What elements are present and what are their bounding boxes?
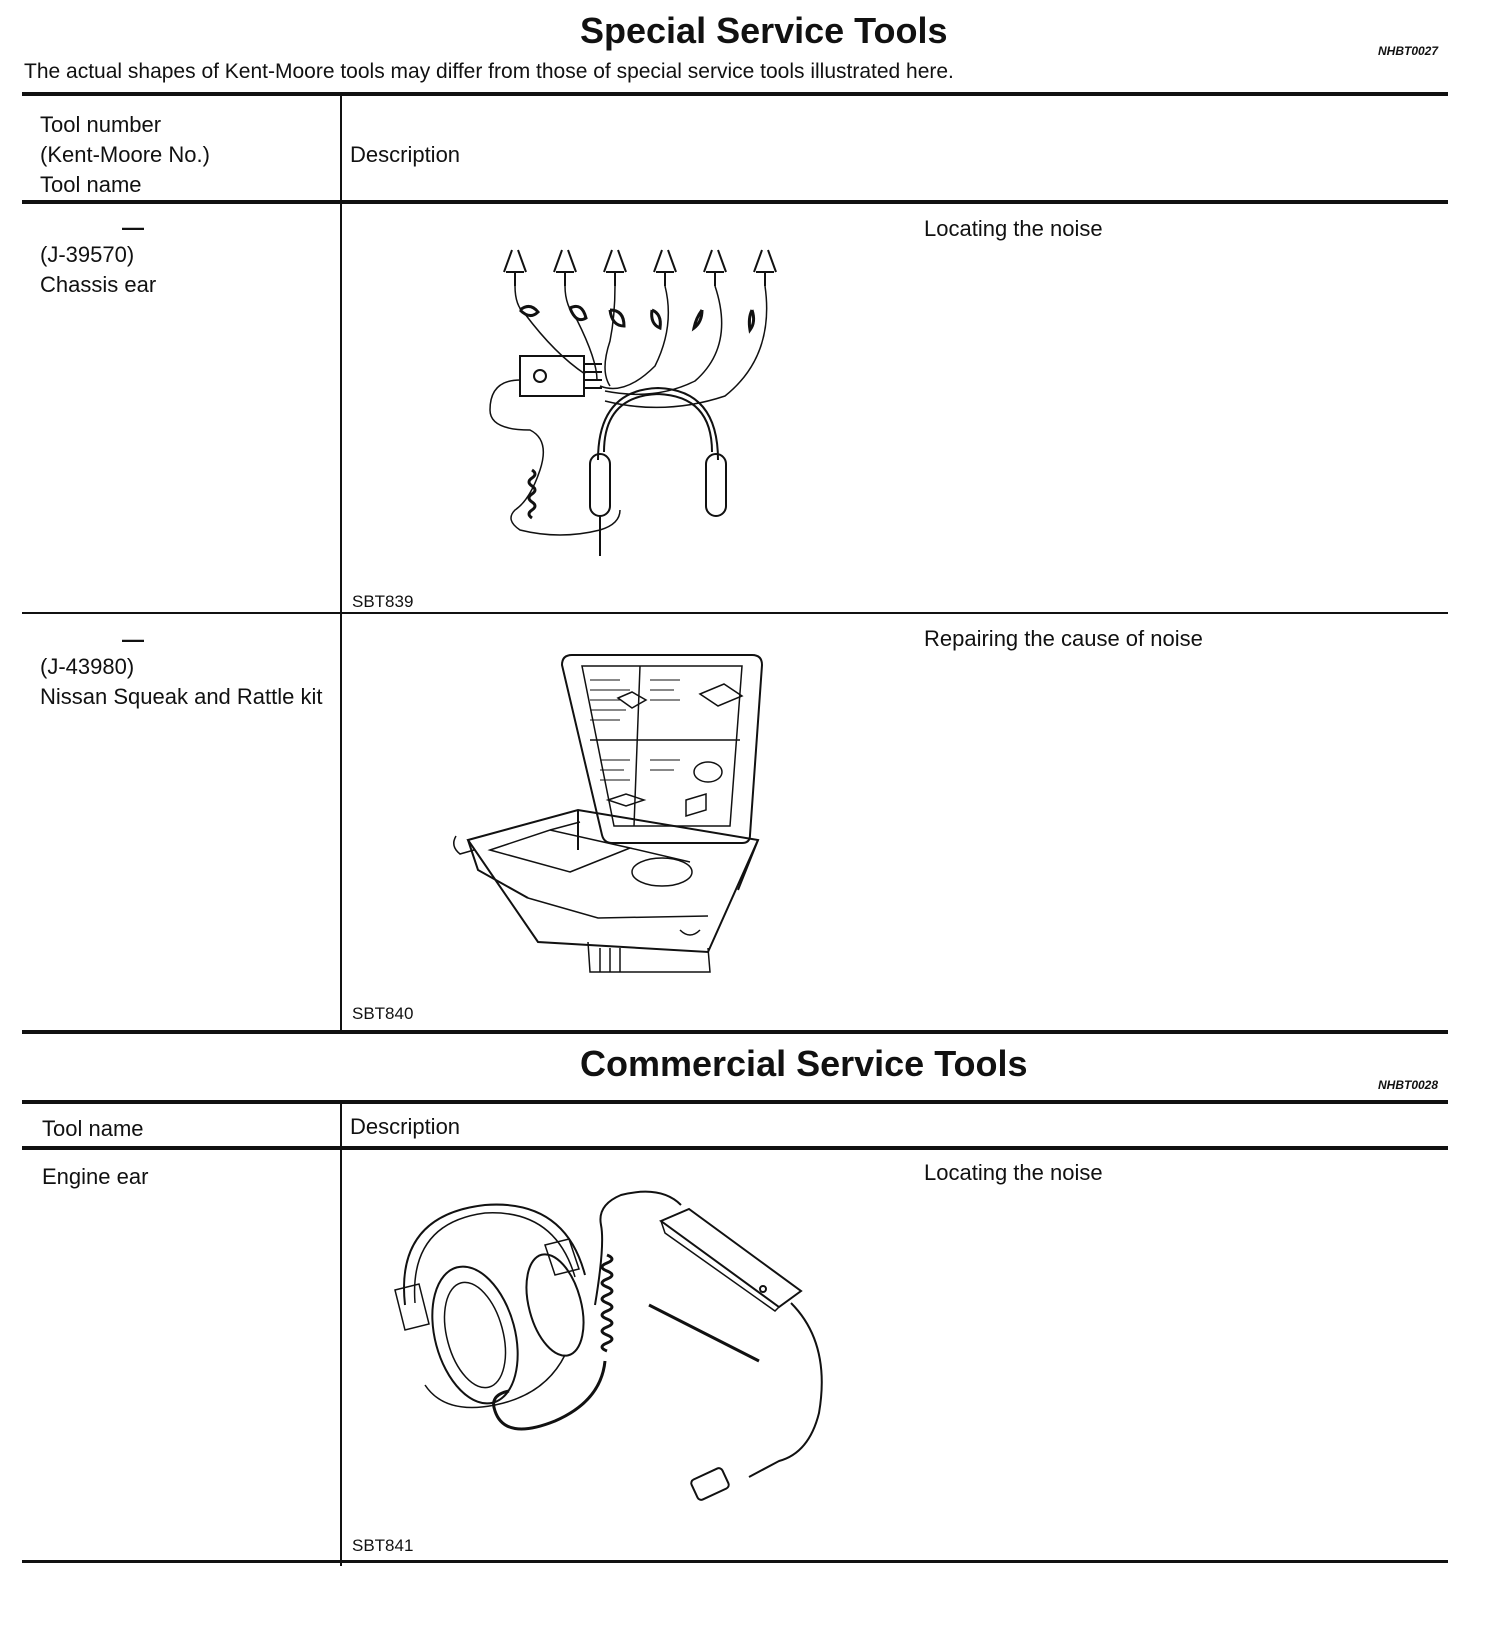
commercial-tools-title: Commercial Service Tools xyxy=(580,1043,1028,1084)
table-bottom-rule xyxy=(22,1030,1448,1034)
kent-moore-number: (J-39570) xyxy=(40,242,135,267)
header-tool-name: Tool name xyxy=(40,172,142,197)
chassis-ear-illustration xyxy=(480,240,780,560)
case-lid-icon xyxy=(562,655,762,843)
kent-moore-number: (J-43980) xyxy=(40,654,135,679)
column-divider xyxy=(340,1104,342,1566)
header-description: Description xyxy=(350,142,461,167)
row-divider xyxy=(22,612,1448,614)
column-divider xyxy=(340,96,342,1034)
header-tool-number: Tool number xyxy=(40,112,162,137)
channel-selector-box xyxy=(490,356,620,535)
headphones-icon xyxy=(395,1205,594,1413)
table-top-rule xyxy=(22,92,1448,96)
tool-number-dash: — xyxy=(122,215,144,240)
table-bottom-rule xyxy=(22,1560,1448,1563)
special-tools-note: The actual shapes of Kent-Moore tools may differ from those of special service tools illustrated here. xyxy=(24,60,954,83)
tool-name: Engine ear xyxy=(42,1164,149,1189)
case-base-icon xyxy=(454,810,758,972)
tool-description: Locating the noise xyxy=(924,1160,1103,1185)
header-description: Description xyxy=(350,1114,461,1139)
tool-description: Repairing the cause of noise xyxy=(924,626,1203,651)
tool-description: Locating the noise xyxy=(924,216,1103,241)
microphone-coil-icon xyxy=(520,306,754,330)
figure-id: SBT839 xyxy=(352,592,414,611)
commercial-tools-code: NHBT0028 xyxy=(1378,1078,1439,1092)
header-tool-name: Tool name xyxy=(42,1116,144,1141)
coiled-cord xyxy=(494,1192,681,1429)
tool-number-dash: — xyxy=(122,627,144,652)
headphones-icon xyxy=(590,388,726,556)
special-tools-code: NHBT0027 xyxy=(1378,44,1439,58)
header-bottom-rule xyxy=(22,200,1448,204)
engine-ear-illustration xyxy=(395,1185,845,1505)
figure-id: SBT840 xyxy=(352,1004,414,1023)
tool-name: Chassis ear xyxy=(40,272,157,297)
squeak-rattle-kit-illustration xyxy=(450,650,770,980)
alligator-clip-icon xyxy=(504,250,776,286)
amplifier-probe-icon xyxy=(649,1209,822,1501)
header-tool-column xyxy=(40,110,210,200)
tool-name: Nissan Squeak and Rattle kit xyxy=(40,684,323,709)
table-row xyxy=(40,216,156,300)
header-kent-moore-no: (Kent-Moore No.) xyxy=(40,142,210,167)
header-bottom-rule xyxy=(22,1146,1448,1150)
figure-id: SBT841 xyxy=(352,1536,414,1555)
table-top-rule xyxy=(22,1100,1448,1104)
special-tools-title: Special Service Tools xyxy=(580,10,948,51)
table-row xyxy=(40,628,330,712)
